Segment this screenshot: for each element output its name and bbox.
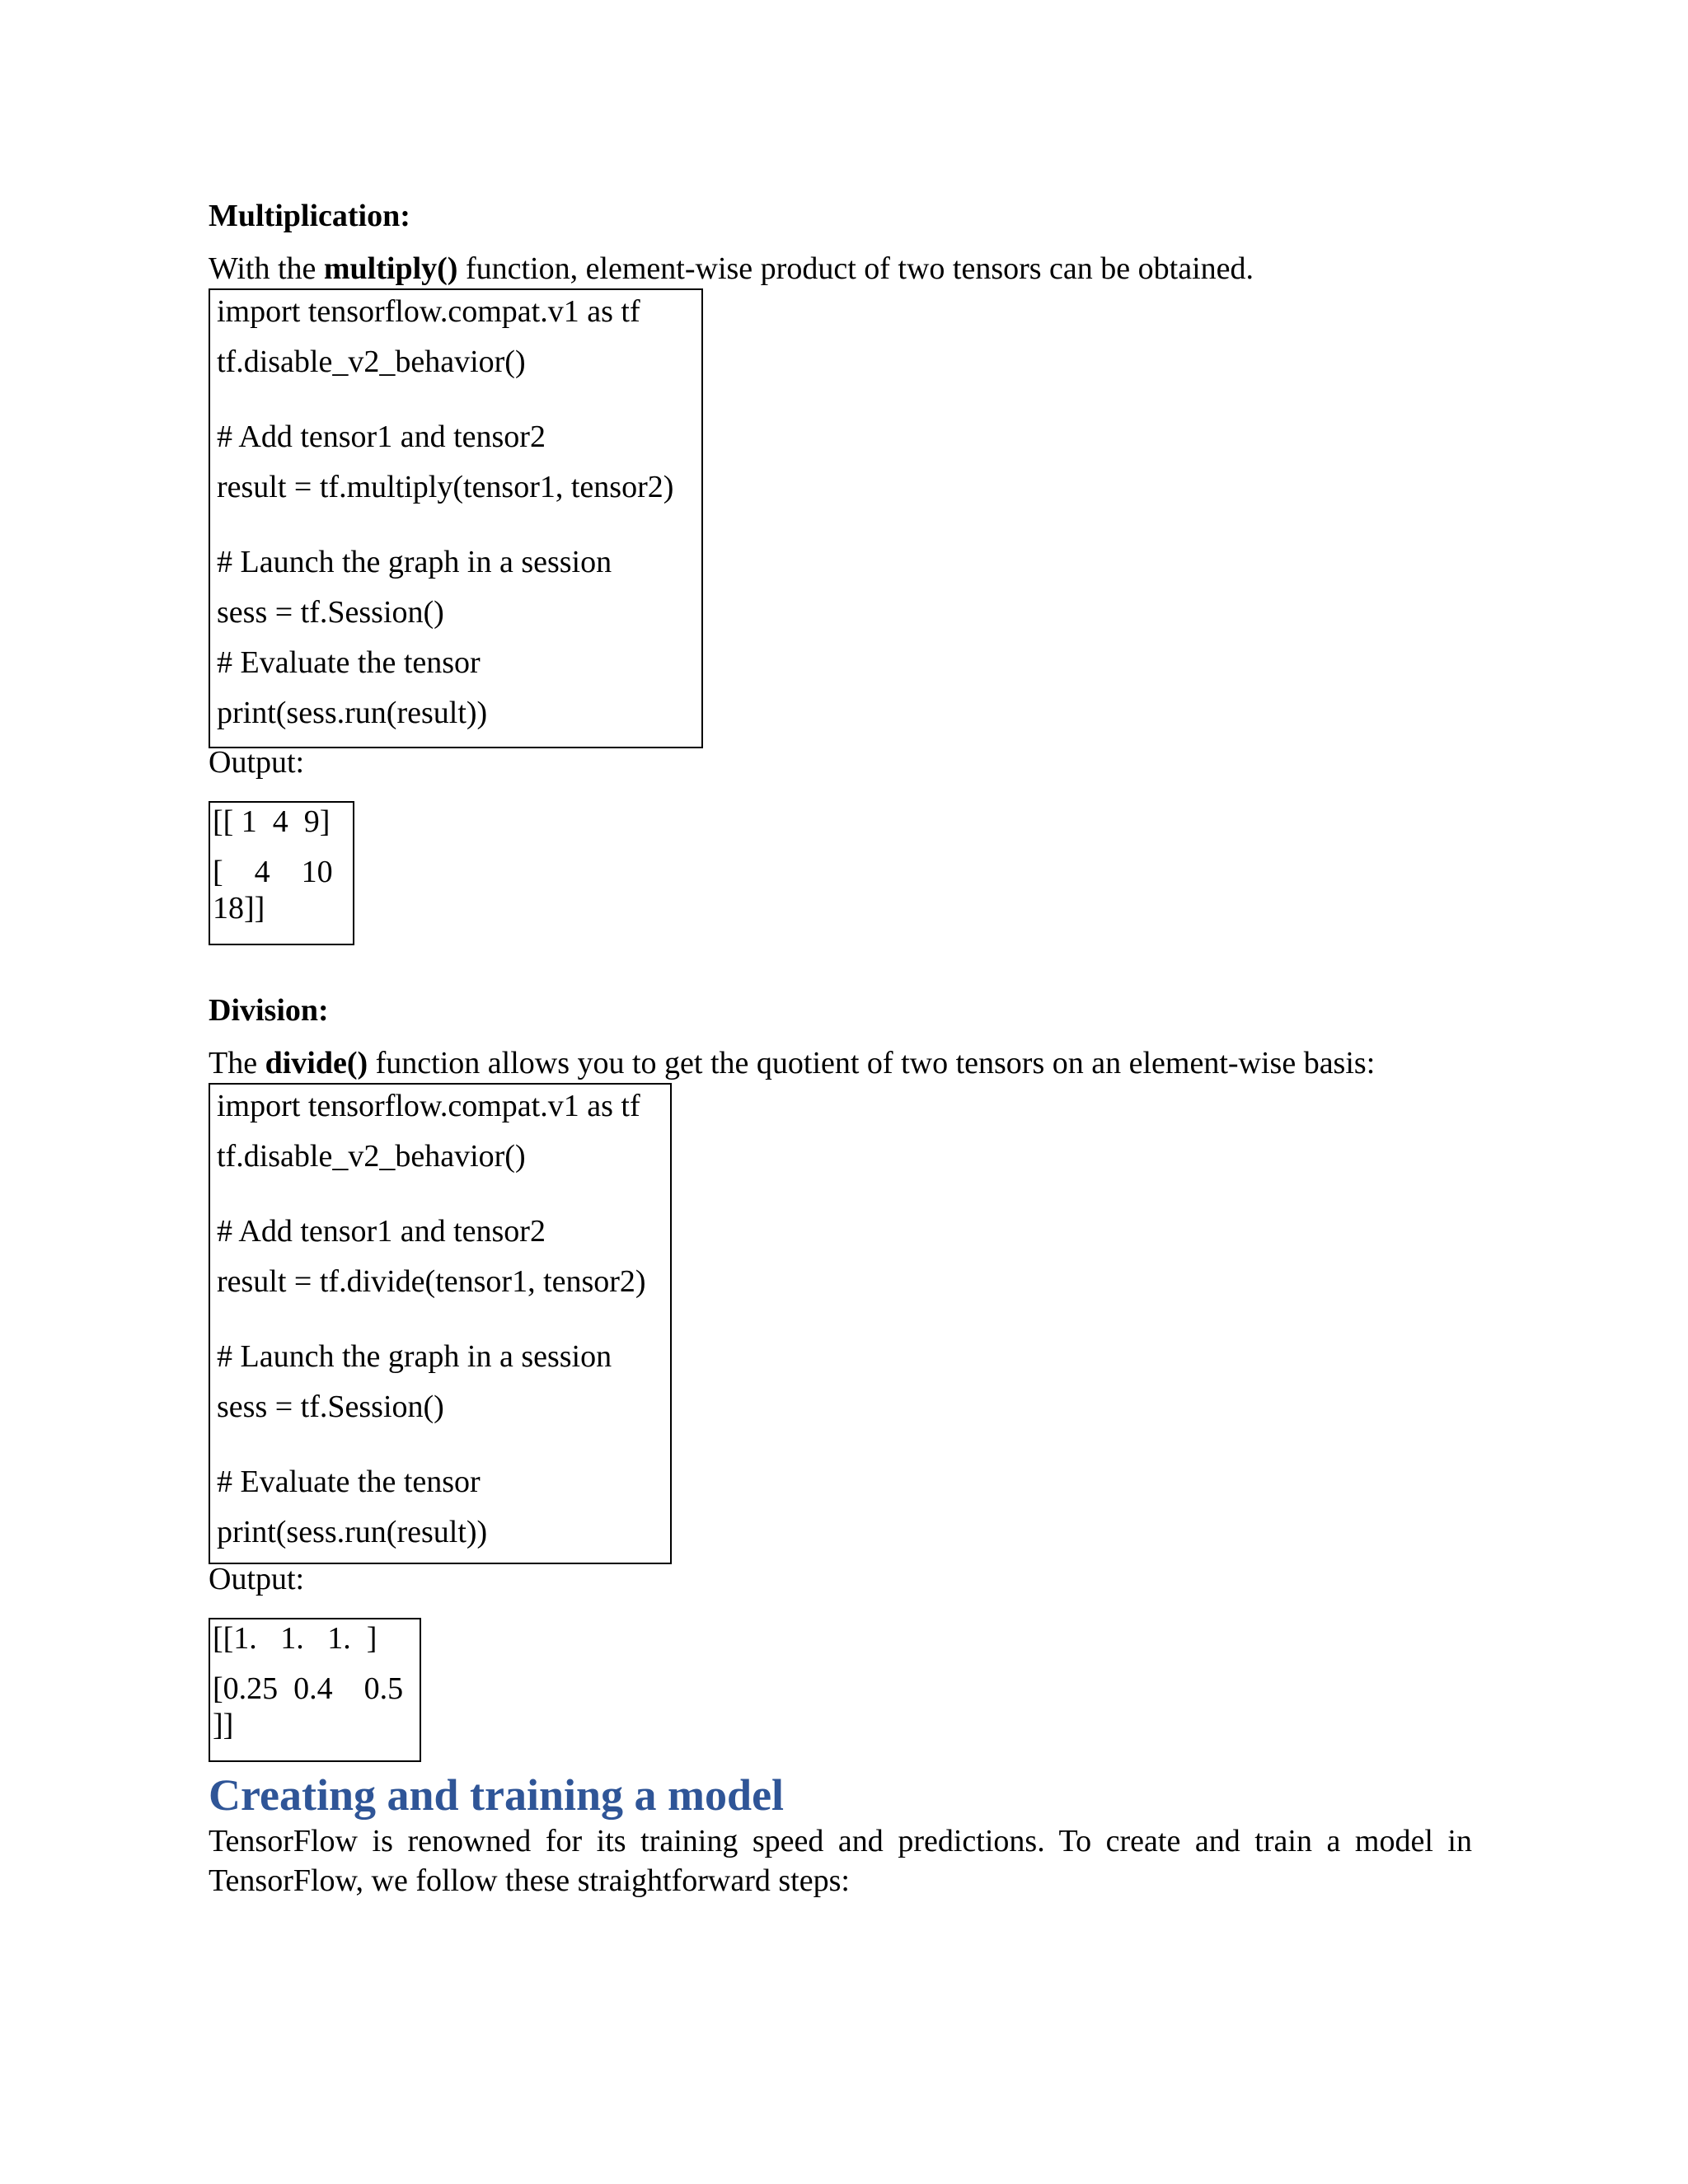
model-paragraph: TensorFlow is renowned for its training speed and predictions. To create and train a model in TensorFlow, we follow these straightforward steps: [209,1824,1472,1898]
code-line: result = tf.divide(tensor1, tensor2) [217,1264,646,1299]
code-line: # Evaluate the tensor [217,645,481,680]
code-line: print(sess.run(result)) [217,1515,488,1549]
section-title: Creating and training a model [209,1770,785,1820]
multiplication-code-block [209,288,703,748]
division-output-label: Output: [209,1562,305,1596]
code-line: # Add tensor1 and tensor2 [217,419,546,454]
function-name: divide() [265,1046,368,1080]
output-line: [0.25 0.4 0.5 [213,1671,404,1706]
code-line: print(sess.run(result)) [217,696,488,730]
output-line: [[ 1 4 9] [213,804,331,839]
multiplication-output-label: Output: [209,745,305,780]
output-line: [ 4 10 [213,855,333,889]
code-line: # Add tensor1 and tensor2 [217,1214,546,1249]
division-intro [209,1045,1375,1081]
code-line: tf.disable_v2_behavior() [217,1139,526,1174]
division-heading: Division: [209,993,329,1028]
intro-text: function allows you to get the quotient of two tensors on an element-wise basis: [368,1046,1376,1080]
code-line: import tensorflow.compat.v1 as tf [217,294,640,329]
code-line: # Launch the graph in a session [217,545,612,579]
intro-text: function, element-wise product of two tensors can be obtained. [457,251,1254,286]
code-line: sess = tf.Session() [217,595,444,630]
multiplication-intro [209,251,1254,287]
output-line: 18]] [213,891,265,926]
multiplication-output-block [209,801,354,945]
function-name: multiply() [323,251,458,286]
code-line: import tensorflow.compat.v1 as tf [217,1089,640,1123]
code-line: # Launch the graph in a session [217,1339,612,1374]
intro-text: With the [209,251,324,286]
intro-text: The [209,1046,265,1080]
division-code-block [209,1083,672,1564]
output-line: [[1. 1. 1. ] [213,1621,377,1656]
output-line: ]] [213,1708,234,1742]
code-line: sess = tf.Session() [217,1390,444,1424]
division-output-block [209,1618,421,1762]
code-line: tf.disable_v2_behavior() [217,344,526,379]
code-line: result = tf.multiply(tensor1, tensor2) [217,470,674,504]
multiplication-heading: Multiplication: [209,199,410,233]
code-line: # Evaluate the tensor [217,1465,481,1499]
